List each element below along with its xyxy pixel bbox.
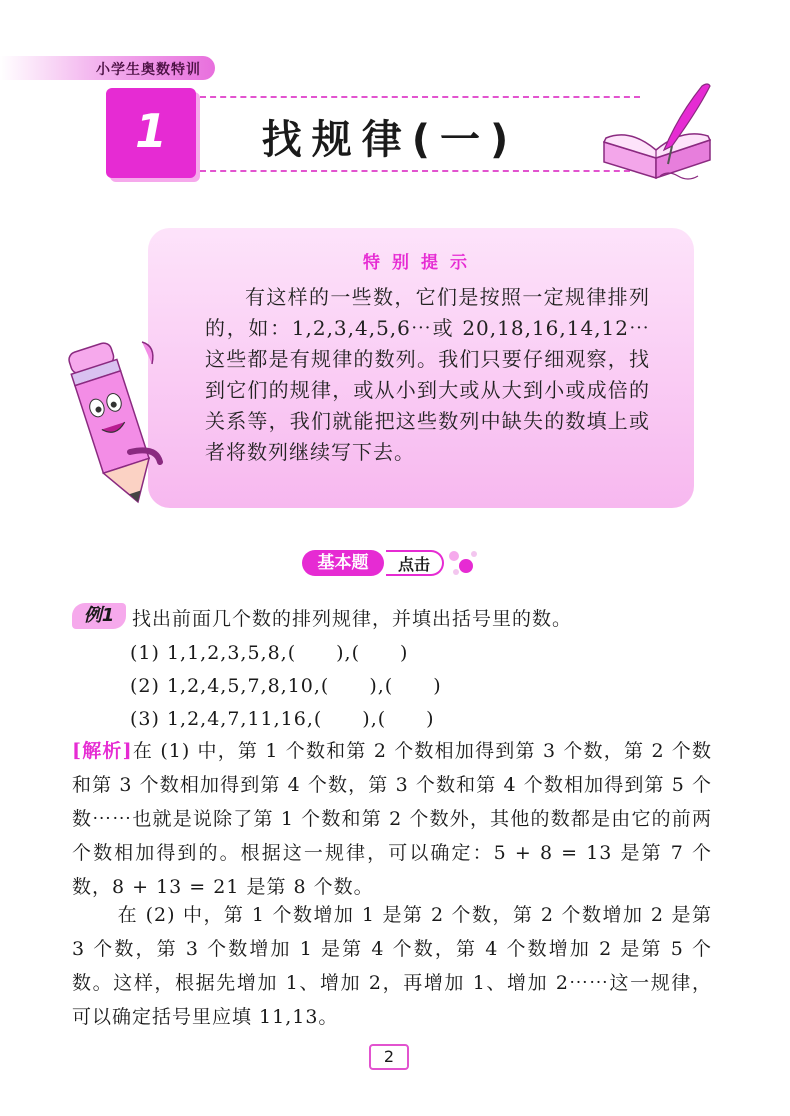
running-head-text: 小学生奥数特训 [96,62,201,78]
example-item: (1) 1,1,2,3,5,8,( ),( ) [130,642,409,664]
analysis-paragraph-1 [72,734,712,904]
example-question: 找出前面几个数的排列规律，并填出括号里的数。 [132,608,573,630]
analysis-paragraph-2: 在 (2) 中，第 1 个数增加 1 是第 2 个数，第 2 个数增加 2 是第 3 个数，第 3 个数增加 1 是第 4 个数，第 4 个数增加 2 是第 5 个数。这样，根据先增加 1、增加 2，再增加 1、增加 2⋯⋯这一规律，可以确定括号里应填 11,13。 [72,904,712,1028]
page-number: 2 [369,1044,409,1070]
title-rule-bottom [200,170,640,172]
book-quill-illustration [598,80,718,190]
tip-title: 特别提示 [363,253,479,273]
running-head [0,56,215,80]
example-label: 例1 [72,603,126,629]
analysis-label: [解析] [72,740,133,762]
example-item: (3) 1,2,4,7,11,16,( ),( ) [130,708,435,730]
lesson-number: 1 [134,104,167,158]
lesson-number-badge [106,88,196,178]
analysis-text-1: 在 (1) 中，第 1 个数和第 2 个数相加得到第 3 个数，第 2 个数和第 3 个数相加得到第 4 个数，第 3 个数和第 4 个数相加得到第 5 个数⋯⋯也就是说除了第 1 个数和第 2 个数外，其他的数都是由它的前两个数相加得到的。根据这一规律，可以确定：5 + 8 = 13 是第 7 个数，8 + 13 = 21 是第 8 个数。 [72,740,713,898]
lesson-title: 找规律(一) [261,117,519,163]
bubbles-decoration [446,548,480,582]
section-pill: 基本题 [302,550,384,576]
tip-body: 有这样的一些数，它们是按照一定规律排列的，如：1,2,3,4,5,6⋯或 20,18,16,14,12⋯这些都是有规律的数列。我们只要仔细观察，找到它们的规律，或从小到大或从大到小或成倍的关系等，我们就能把这些数列中缺失的数填上或者将数列继续写下去。 [205,285,650,464]
title-rule-top [200,96,640,98]
pencil-mascot-illustration [60,334,164,510]
section-tag: 点击 [386,550,444,576]
example-item: (2) 1,2,4,5,7,8,10,( ),( ) [130,675,442,697]
